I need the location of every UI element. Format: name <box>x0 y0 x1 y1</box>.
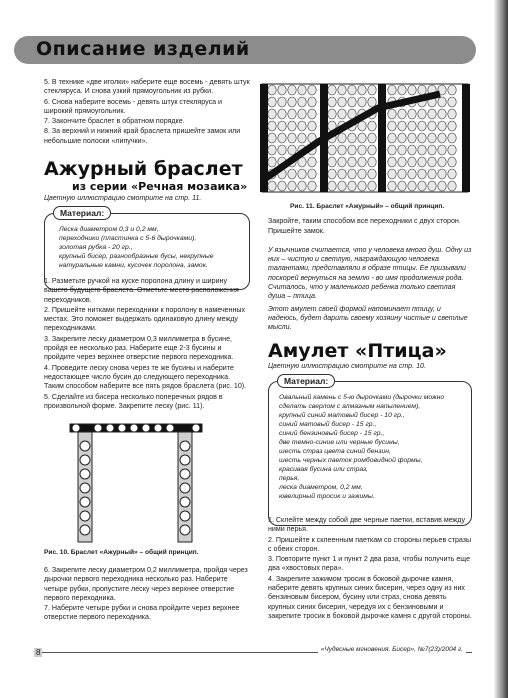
bead <box>398 121 406 131</box>
bead <box>268 109 276 119</box>
bead <box>368 145 376 155</box>
bead <box>338 157 346 167</box>
bead <box>298 109 306 119</box>
bead <box>388 133 396 143</box>
bead <box>408 181 416 191</box>
bead <box>388 181 396 191</box>
bead <box>368 85 376 95</box>
bead <box>398 169 406 179</box>
section-title: Ажурный браслет <box>44 158 243 180</box>
paragraph: 7. Закончите браслет в обратном порядке. <box>44 117 185 126</box>
bead <box>288 145 296 155</box>
step: 2. Пришейте к склеенным паеткам со стороны перьев стразы с обеих сторон. <box>268 535 472 553</box>
bead <box>408 121 416 131</box>
bead <box>308 97 316 107</box>
bead <box>348 181 356 191</box>
footer-source: «Чудесные мгновения. Бисер», №7(23)/2004 г. <box>318 646 466 653</box>
material-item: Овальный камень с 5-ю дырочками (дырочки можно сделать сверлом с алмазным напылением), <box>279 394 445 411</box>
step: 4. Закрепите зажимом тросик в боковой дырочке камня, наберите девять крупных синих бисерин, через одну из них бензиновым бисером, бусину или страз, снова девять крупных синих бисерин, чередуя их с бензиновыми и закрепите тросик в боковой дырочке камня с другой стороны. <box>268 574 472 620</box>
bead <box>418 109 426 119</box>
bead <box>368 97 376 107</box>
bead <box>268 85 276 95</box>
illustration-ref: Цветную иллюстрацию смотрите на стр. 11. <box>44 194 202 202</box>
bead <box>278 85 286 95</box>
amulet-steps <box>268 516 472 622</box>
page-number: 8 <box>36 648 41 657</box>
section-title: Амулет «Птица» <box>268 340 447 362</box>
bead <box>298 121 306 131</box>
bead <box>338 169 346 179</box>
bead <box>408 145 416 155</box>
section-subtitle: из серии «Речная мозаика» <box>72 180 248 193</box>
bead <box>368 133 376 143</box>
bead <box>398 181 406 191</box>
bead <box>278 133 286 143</box>
material-item: шесть страз цвета синий бензин, <box>279 448 391 456</box>
material-item: крупный синий матовый бисер - 10 гр., <box>279 412 405 420</box>
bead <box>308 109 316 119</box>
bead <box>268 181 276 191</box>
bead <box>428 181 436 191</box>
bead <box>448 85 456 95</box>
bead <box>428 121 436 131</box>
bead <box>278 181 286 191</box>
page-title: Описание изделий <box>36 38 250 60</box>
figure-caption: Рис. 10. Браслет «Ажурный» – общий принцип. <box>44 549 199 556</box>
bead <box>268 157 276 167</box>
figure-10-diagram <box>62 418 212 546</box>
bead <box>288 121 296 131</box>
bead <box>388 85 396 95</box>
bead <box>348 145 356 155</box>
bead <box>338 145 346 155</box>
material-item: шесть черных паеток ромбовидной формы, <box>279 457 423 465</box>
bead <box>438 145 446 155</box>
bead <box>408 157 416 167</box>
step: 5. Сделайте из бисера несколько поперечных рядов в произвольной форме. Закрепите леску (рис. 11). <box>44 392 223 410</box>
bead <box>408 169 416 179</box>
bead <box>368 157 376 167</box>
bead <box>298 133 306 143</box>
bead <box>388 109 396 119</box>
bead <box>448 133 456 143</box>
bead <box>448 181 456 191</box>
bracelet-steps-2 <box>44 566 250 624</box>
bead <box>348 97 356 107</box>
left-intro <box>44 78 250 147</box>
bead <box>268 121 276 131</box>
bracelet-section <box>44 158 250 290</box>
bead <box>328 181 336 191</box>
bead <box>438 181 446 191</box>
step: 6. Закрепите леску диаметром 0,2 миллиметра, пройдя через дырочки первого переходника несколько раз. Наберите четыре рубки, пропустите леску через верхнее отверстие первого переходника. <box>44 566 248 602</box>
bead <box>288 169 296 179</box>
bead <box>338 181 346 191</box>
bead <box>368 121 376 131</box>
illustration-ref: Цветную иллюстрацию смотрите на стр. 10. <box>268 362 426 370</box>
bead <box>408 85 416 95</box>
bead <box>308 169 316 179</box>
bead <box>358 181 366 191</box>
bead <box>308 157 316 167</box>
bead <box>428 109 436 119</box>
bead <box>438 133 446 143</box>
step: 3. Повторите пункт 1 и пункт 2 два раза, чтобы получить еще два «хвостовых пера». <box>268 555 471 573</box>
bead <box>278 145 286 155</box>
bead <box>268 145 276 155</box>
material-item: синий бензиновый бисер - 15 гр., <box>279 430 385 438</box>
bead <box>438 109 446 119</box>
paragraph: 8. За верхний и нижний край браслета пришейте замок или небольшие полоски «липучки». <box>44 127 241 145</box>
bead <box>448 121 456 131</box>
bead <box>368 181 376 191</box>
bead <box>288 85 296 95</box>
bead <box>268 133 276 143</box>
bead <box>298 169 306 179</box>
step: 7. Наберите четыре рубки и снова пройдите через верхнее отверстие первого переходника. <box>44 604 240 622</box>
fig10-caption-block <box>44 548 250 557</box>
bead <box>448 157 456 167</box>
bead <box>438 169 446 179</box>
bead <box>338 133 346 143</box>
bead <box>448 109 456 119</box>
bead <box>348 85 356 95</box>
bracelet-steps <box>44 277 250 412</box>
bead <box>358 169 366 179</box>
bead <box>278 109 286 119</box>
material-item: две темно-синие или черные бусины, <box>279 439 400 447</box>
bead <box>408 133 416 143</box>
bead <box>418 145 426 155</box>
page-edge <box>494 0 508 698</box>
bead <box>338 97 346 107</box>
bead <box>428 157 436 167</box>
bead <box>368 169 376 179</box>
paragraph: 5. В технике «две иголки» наберите еще восемь - девять штук стекляруса. И снова узкий прямоугольник из рубки. <box>44 78 250 96</box>
bead <box>268 97 276 107</box>
material-item: Леска диаметром 0,3 и 0,2 мм, <box>59 226 159 234</box>
bead <box>328 157 336 167</box>
material-item: ювелирный тросик и зажимы. <box>279 493 375 501</box>
bead <box>348 169 356 179</box>
legend-text: У язычников считается, что у человека много душ. Одну из них – чистую и светлую, награждающую человека талантами, представляли в образе птицы. Ее призывали поскорей вернуться на землю - во имя продолжения рода. Считалось, что у маленького ребенка только светлая душа – птица. <box>268 245 472 301</box>
bead <box>288 109 296 119</box>
figure-caption: Рис. 11. Браслет «Ажурный» – общий принцип. <box>290 203 445 210</box>
step: 1. Разметьте ручкой на куске поролона длину и ширину вашего будущего браслета. Отметьте место расположения переходников. <box>44 277 239 304</box>
bead <box>328 97 336 107</box>
bead <box>448 169 456 179</box>
bead <box>428 133 436 143</box>
material-item: крупный бисер, разнообразные бусы, некрупные натуральные камни, кусочек поролона, замок. <box>59 253 214 270</box>
bead <box>358 145 366 155</box>
bead <box>398 157 406 167</box>
bead <box>398 109 406 119</box>
bead <box>388 157 396 167</box>
bead <box>348 157 356 167</box>
bead <box>278 97 286 107</box>
bead <box>358 133 366 143</box>
bead <box>418 169 426 179</box>
bead <box>288 97 296 107</box>
material-item: золотая рубка - 20 гр., <box>59 244 133 252</box>
bead <box>388 169 396 179</box>
bead <box>358 97 366 107</box>
bead <box>418 85 426 95</box>
bead <box>418 121 426 131</box>
bead <box>338 85 346 95</box>
bead <box>438 97 446 107</box>
right-upper <box>268 202 472 334</box>
bead <box>398 145 406 155</box>
bead <box>348 133 356 143</box>
bead <box>418 157 426 167</box>
bead <box>338 109 346 119</box>
bead <box>418 181 426 191</box>
bead <box>448 97 456 107</box>
materials-label: Материал: <box>53 206 111 220</box>
bead <box>358 85 366 95</box>
bead <box>438 157 446 167</box>
materials-label: Материал: <box>277 374 335 388</box>
bead <box>298 181 306 191</box>
legend-text: Этот амулет своей формой напоминает птицу, и надеюсь, будет дарить своему хозяину чистые и светлые мысли. <box>268 304 468 332</box>
paragraph: Закройте, таким способом все переходники с двух сторон. Пришейте замок. <box>268 217 461 235</box>
bead <box>298 85 306 95</box>
bead <box>288 133 296 143</box>
bead <box>388 121 396 131</box>
bead <box>448 145 456 155</box>
bead <box>398 133 406 143</box>
bead <box>428 169 436 179</box>
bead <box>298 97 306 107</box>
material-item: леска диаметром, 0,2 мм, <box>279 484 363 492</box>
step: 2. Пришейте нитками переходники к поролону в намеченных местах. Это поможет выдержать одинаковую длину между переходниками. <box>44 305 246 333</box>
bead <box>408 109 416 119</box>
bead <box>428 145 436 155</box>
bead <box>308 85 316 95</box>
figure-11-diagram <box>258 80 472 196</box>
bead <box>418 133 426 143</box>
bead <box>288 181 296 191</box>
paragraph: 6. Снова наберите восемь - девять штук стекляруса и широкий прямоугольник. <box>44 97 223 115</box>
bead <box>328 85 336 95</box>
bead <box>328 145 336 155</box>
step: 1. Склейте между собой две черные паетки, вставив между ними перья. <box>268 516 465 534</box>
bead <box>358 157 366 167</box>
section-header <box>14 36 476 64</box>
bead <box>328 109 336 119</box>
bead <box>308 121 316 131</box>
bead <box>278 121 286 131</box>
material-item: красивая бусина или страз, <box>279 466 369 474</box>
bead <box>308 181 316 191</box>
step: 3. Закрепите леску диаметром 0,3 миллиметра в бусине, пройдя ее несколько раз. Наберите еще 2-3 бусины и пройдите через верхнее отверстие первого переходника. <box>44 334 234 362</box>
step: 4. Проведите леску снова через те же бусины и наберите недостающее число бусин до следующего переходника. Таким способом наберите все пять рядов браслета (рис. 10). <box>44 363 247 391</box>
bead <box>328 169 336 179</box>
material-item: переходники (пластинка с 5-6 дырочками), <box>59 235 197 243</box>
bead <box>438 121 446 131</box>
materials-box <box>268 376 472 526</box>
bead <box>388 145 396 155</box>
material-item: перья, <box>279 475 300 483</box>
amulet-section <box>268 340 472 526</box>
material-item: синий матовый бисер - 15 гр., <box>279 421 377 429</box>
bead <box>398 85 406 95</box>
